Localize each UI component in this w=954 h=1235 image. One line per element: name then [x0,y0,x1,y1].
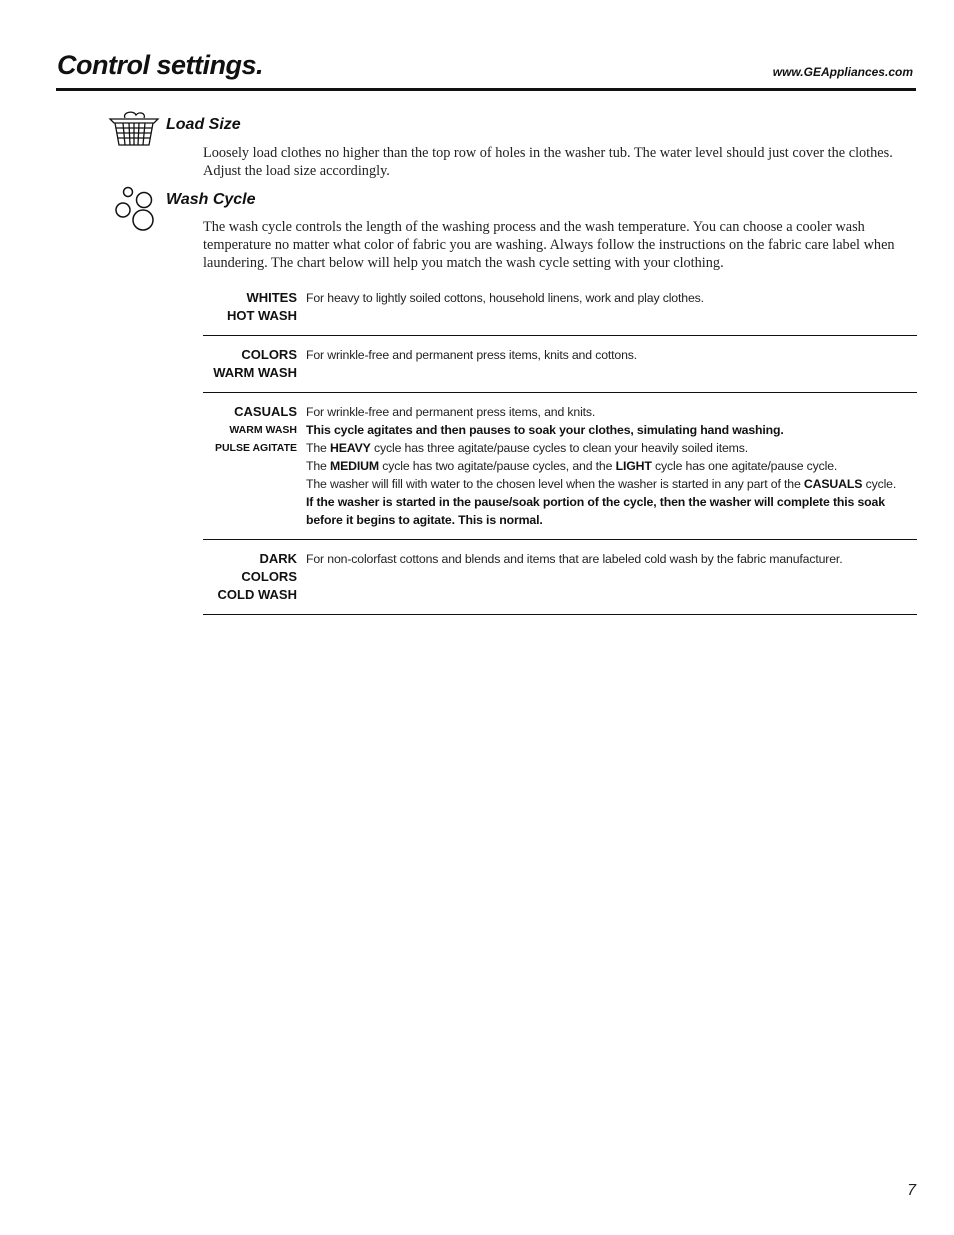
cycle-label [203,289,297,325]
cycle-label [203,550,297,604]
wash-cycle-table [203,287,917,615]
wash-cycle-text: The wash cycle controls the length of the washing process and the wash temperature. You can choose a cooler wash temperature no matter what color of fabric you are washing. Always follow the instructions on the fabric care label when laundering. The chart below will help you match the wash cycle setting with your clothing. [203,219,895,271]
casuals-line-5: The washer will fill with water to the chosen level when the washer is started in any part of the CASUALS cycle. [306,477,897,491]
bubbles-icon [112,186,160,232]
cycle-label [203,403,297,529]
cycle-temperature: WARM WASH [213,365,297,380]
cycle-name: DARK COLORS [241,551,297,584]
cycle-name: CASUALS [234,404,297,419]
cycle-description: For wrinkle-free and permanent press items, knits and cottons. [306,348,638,362]
load-size-heading: Load Size [166,116,241,133]
casuals-line-2: This cycle agitates and then pauses to soak your clothes, simulating hand washing. [306,423,784,437]
cycle-name: COLORS [241,347,297,362]
casuals-line-1: For wrinkle-free and permanent press items, and knits. [306,405,596,419]
cycle-temperature: HOT WASH [226,308,297,323]
cycle-temperature: WARM WASH [229,424,297,436]
website-url[interactable]: www.GEAppliances.com [772,65,913,79]
cycle-description: For non-colorfast cottons and blends and items that are labeled cold wash by the fabric manufacturer. [306,552,843,566]
page-number: 7 [907,1182,916,1199]
page-title: Control settings. [57,50,263,80]
casuals-line-6: If the washer is started in the pause/soak portion of the cycle, then the washer will complete this soak before it begins to agitate. This is normal. [306,495,885,527]
cycle-label [203,346,297,382]
cycle-agitation: PULSE AGITATE [214,442,297,454]
casuals-line-4: The MEDIUM cycle has two agitate/pause cycles, and the LIGHT cycle has one agitate/pause cycle. [306,459,838,473]
cycle-name: WHITES [246,290,297,305]
header-divider [56,88,916,91]
wash-cycle-heading: Wash Cycle [166,191,256,208]
cycle-description [306,403,917,529]
table-row-dark-colors [203,548,917,615]
casuals-line-3: The HEAVY cycle has three agitate/pause cycles to clean your heavily soiled items. [306,441,749,455]
table-row-casuals [203,401,917,540]
cycle-description: For heavy to lightly soiled cottons, household linens, work and play clothes. [306,291,704,305]
load-size-text: Loosely load clothes no higher than the top row of holes in the washer tub. The water level should just cover the clothes. Adjust the load size accordingly. [203,145,893,179]
laundry-basket-icon [108,110,160,148]
cycle-temperature: COLD WASH [217,587,297,602]
table-row-colors [203,344,917,393]
table-row-whites [203,287,917,336]
